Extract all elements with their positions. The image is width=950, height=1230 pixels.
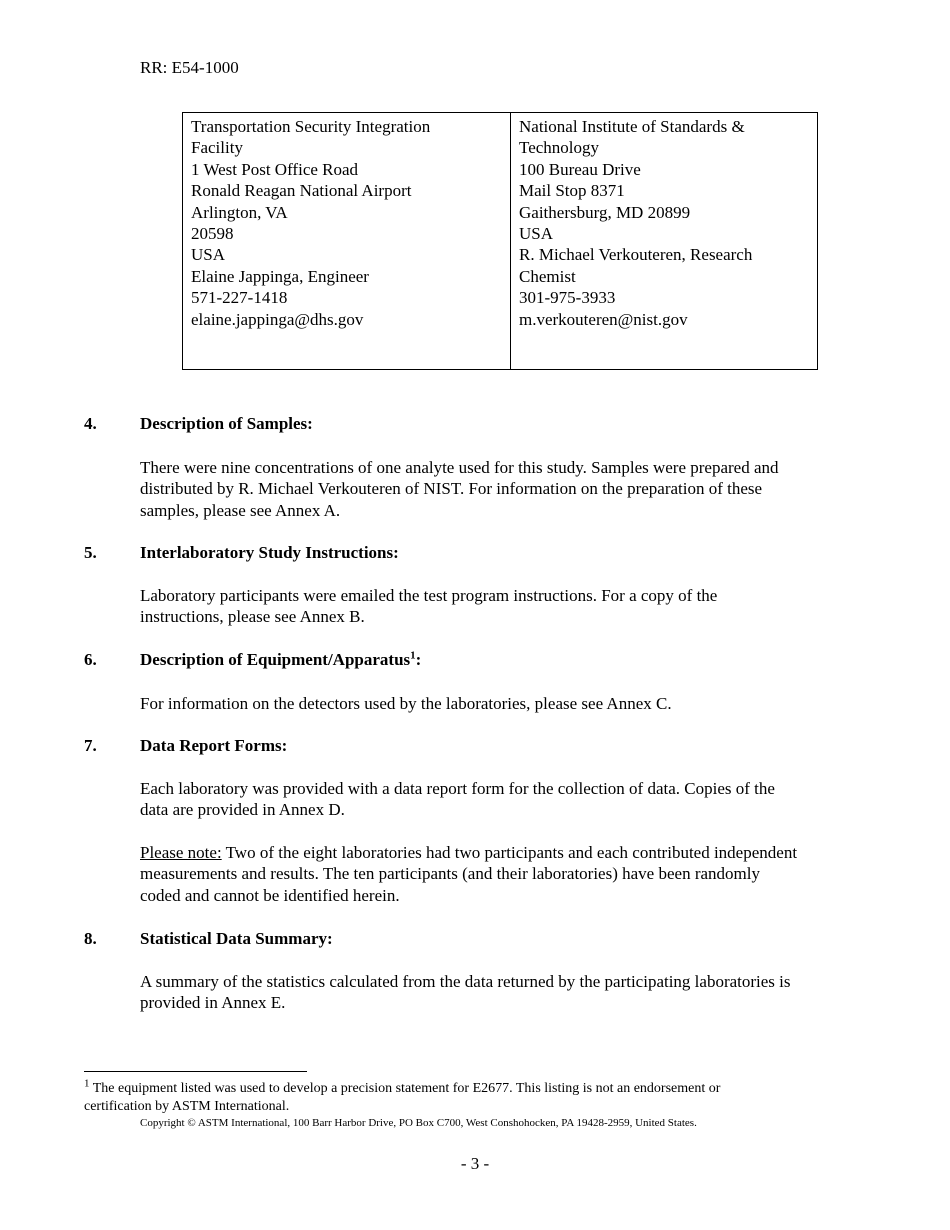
footnote <box>84 1077 721 1116</box>
body-line: data are provided in Annex D. <box>140 800 345 820</box>
section-title-data-report-forms: Data Report Forms: <box>140 736 288 755</box>
section-title-instructions: Interlaboratory Study Instructions: <box>140 543 399 562</box>
contact-line: Chemist <box>519 266 576 286</box>
footnote-marker: 1 <box>84 1077 90 1090</box>
contact-line: Mail Stop 8371 <box>519 181 625 201</box>
contact-line: 1 West Post Office Road <box>191 159 359 179</box>
section-body-equipment <box>140 693 870 714</box>
section-title-statistical-summary: Statistical Data Summary: <box>140 929 333 948</box>
contact-line: 100 Bureau Drive <box>519 159 641 179</box>
body-line: A summary of the statistics calculated from the data returned by the participating laboratories is <box>140 972 791 991</box>
contact-line: National Institute of Standards & <box>519 117 745 136</box>
contact-name: R. Michael Verkouteren, Research <box>519 245 753 265</box>
contact-email: elaine.jappinga@dhs.gov <box>191 309 364 329</box>
footnote-line: certification by ASTM International. <box>84 1099 290 1114</box>
copyright-notice: Copyright © ASTM International, 100 Barr Harbor Drive, PO Box C700, West Conshohocken, PA 19428-2959, United States. <box>140 1117 697 1129</box>
page-number: - 3 - <box>460 1154 490 1173</box>
footnote-divider <box>84 1071 307 1072</box>
body-line: provided in Annex E. <box>140 993 286 1013</box>
section-number: 5. <box>84 543 97 562</box>
contact-line: 20598 <box>191 224 234 244</box>
body-line: There were nine concentrations of one analyte used for this study. Samples were prepared and <box>140 458 779 477</box>
footnote-text: The equipment listed was used to develop a precision statement for E2677. This listing is not an endorsement or <box>89 1081 721 1096</box>
contact-name: Elaine Jappinga, Engineer <box>191 266 369 286</box>
section-body-samples <box>140 457 870 521</box>
contact-line: USA <box>191 245 226 265</box>
footnote-line <box>84 1077 721 1098</box>
body-line: distributed by R. Michael Verkouteren of NIST. For information on the preparation of these <box>140 479 763 499</box>
report-id-header: RR: E54-1000 <box>140 58 239 77</box>
section-title-colon: : <box>415 650 422 669</box>
body-line: Laboratory participants were emailed the test program instructions. For a copy of the <box>140 586 718 605</box>
section-number: 8. <box>84 929 97 948</box>
contact-line: Technology <box>519 138 600 158</box>
contact-line: Transportation Security Integration <box>191 117 431 136</box>
contact-line: Gaithersburg, MD 20899 <box>519 202 691 222</box>
contact-line: Arlington, VA <box>191 202 288 222</box>
body-line: For information on the detectors used by the laboratories, please see Annex C. <box>140 694 672 713</box>
contact-line: USA <box>519 224 554 244</box>
section-title-samples: Description of Samples: <box>140 414 313 433</box>
section-title-equipment <box>140 650 421 670</box>
contact-table <box>182 112 818 370</box>
body-line: samples, please see Annex A. <box>140 500 341 520</box>
please-note-paragraph <box>140 842 870 906</box>
section-title-text: Description of Equipment/Apparatus <box>140 650 411 669</box>
contact-phone: 571-227-1418 <box>191 288 288 308</box>
section-number: 6. <box>84 650 97 669</box>
section-body-data-report-forms <box>140 778 870 821</box>
contact-line: Facility <box>191 138 243 158</box>
body-line: Each laboratory was provided with a data report form for the collection of data. Copies of the <box>140 779 775 798</box>
body-line: measurements and results. The ten participants (and their laboratories) have been randomly <box>140 864 760 884</box>
section-number: 4. <box>84 414 97 433</box>
section-body-statistical-summary <box>140 971 870 1014</box>
contact-phone: 301-975-3933 <box>519 288 616 308</box>
body-line: coded and cannot be identified herein. <box>140 885 400 905</box>
contact-line: Ronald Reagan National Airport <box>191 181 412 201</box>
body-line <box>140 842 870 863</box>
note-text: Two of the eight laboratories had two participants and each contributed independent <box>221 843 798 862</box>
section-body-instructions <box>140 585 870 628</box>
footnote-reference[interactable]: 1 <box>410 649 416 662</box>
contact-nist <box>511 113 818 370</box>
contact-email: m.verkouteren@nist.gov <box>519 309 688 329</box>
contact-tsif <box>183 113 511 370</box>
please-note-label: Please note: <box>140 843 222 862</box>
section-number: 7. <box>84 736 97 755</box>
body-line: instructions, please see Annex B. <box>140 607 365 627</box>
